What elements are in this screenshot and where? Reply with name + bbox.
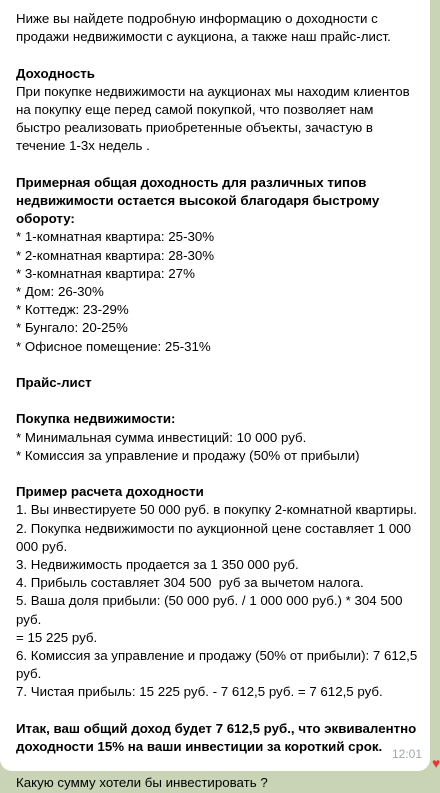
paragraph-gap <box>16 465 422 483</box>
example-line: 000 руб. <box>16 538 68 554</box>
estimate-item: * 1-комнатная квартира: 25-30% <box>16 229 215 245</box>
conclusion-line: доходности 15% на ваши инвестиции за короткий срок. <box>16 739 383 755</box>
paragraph-gap <box>16 702 422 720</box>
example-line: = 15 225 руб. <box>16 629 98 645</box>
conclusion-line: Итак, ваш общий доход будет 7 612,5 руб., что эквивалентно <box>16 720 417 736</box>
yield-line: на покупку еще перед самой покупкой, что позволяет нам <box>16 102 374 117</box>
example-heading: Пример расчета доходности <box>16 484 204 500</box>
reaction-button[interactable] <box>430 755 439 771</box>
purchase-item: * Комиссия за управление и продажу (50% от прибыли) <box>16 447 360 463</box>
estimate-heading: обороту: <box>16 211 75 227</box>
message-text <box>16 10 422 793</box>
heart-icon: ♥ <box>432 755 440 771</box>
example-line: 7. Чистая прибыль: 15 225 руб. - 7 612,5 руб. = 7 612,5 руб. <box>16 684 383 700</box>
paragraph-gap <box>16 156 422 174</box>
estimate-heading: Примерная общая доходность для различных типов <box>16 174 367 190</box>
yield-line: течение 1-3х недель . <box>16 138 150 154</box>
estimate-item: * Коттедж: 23-29% <box>16 302 129 318</box>
example-line: 1. Вы инвестируете 50 000 руб. в покупку 2-комнатной квартиры. <box>16 502 417 518</box>
example-line: 2. Покупка недвижимости по аукционной цене составляет 1 000 <box>16 520 412 536</box>
paragraph-gap <box>16 392 422 410</box>
paragraph-gap <box>16 46 422 64</box>
estimate-item: * 2-комнатная квартира: 28-30% <box>16 247 215 263</box>
example-line: 3. Недвижимость продается за 1 350 000 руб. <box>16 557 299 573</box>
purchase-item: * Минимальная сумма инвестиций: 10 000 руб. <box>16 429 307 445</box>
intro-line: продажи недвижимости с аукциона, а также наш прайс-лист. <box>16 29 391 45</box>
price-list-heading: Прайс-лист <box>16 375 92 391</box>
example-line: руб. <box>16 666 42 682</box>
estimate-item: * Бунгало: 20-25% <box>16 320 128 336</box>
paragraph-gap <box>16 356 422 374</box>
estimate-item: * 3-комнатная квартира: 27% <box>16 265 195 281</box>
estimate-item: * Офисное помещение: 25-31% <box>16 338 211 354</box>
paragraph-gap <box>16 756 422 774</box>
yield-line: быстро реализовать приобретенные объекты, зачастую в <box>16 120 373 136</box>
estimate-item: * Дом: 26-30% <box>16 284 104 300</box>
example-line: 4. Прибыль составляет 304 500 руб за вычетом налога. <box>16 575 364 591</box>
example-line: 5. Ваша доля прибыли: (50 000 руб. / 1 000 000 руб.) * 304 500 руб. <box>16 593 407 627</box>
yield-heading: Доходность <box>16 65 95 81</box>
estimate-heading: недвижимости остается высокой благодаря быстрому <box>16 193 380 208</box>
intro-line: Ниже вы найдете подробную информацию о доходности с <box>16 11 378 26</box>
message-timestamp: 12:01 <box>391 746 422 761</box>
purchase-heading: Покупка недвижимости: <box>16 411 176 427</box>
question-line: Какую сумму хотели бы инвестировать ? <box>16 775 268 791</box>
example-line: 6. Комиссия за управление и продажу (50% от прибыли): 7 612,5 <box>16 648 418 664</box>
yield-line: При покупке недвижимости на аукционах мы находим клиентов <box>16 83 410 99</box>
